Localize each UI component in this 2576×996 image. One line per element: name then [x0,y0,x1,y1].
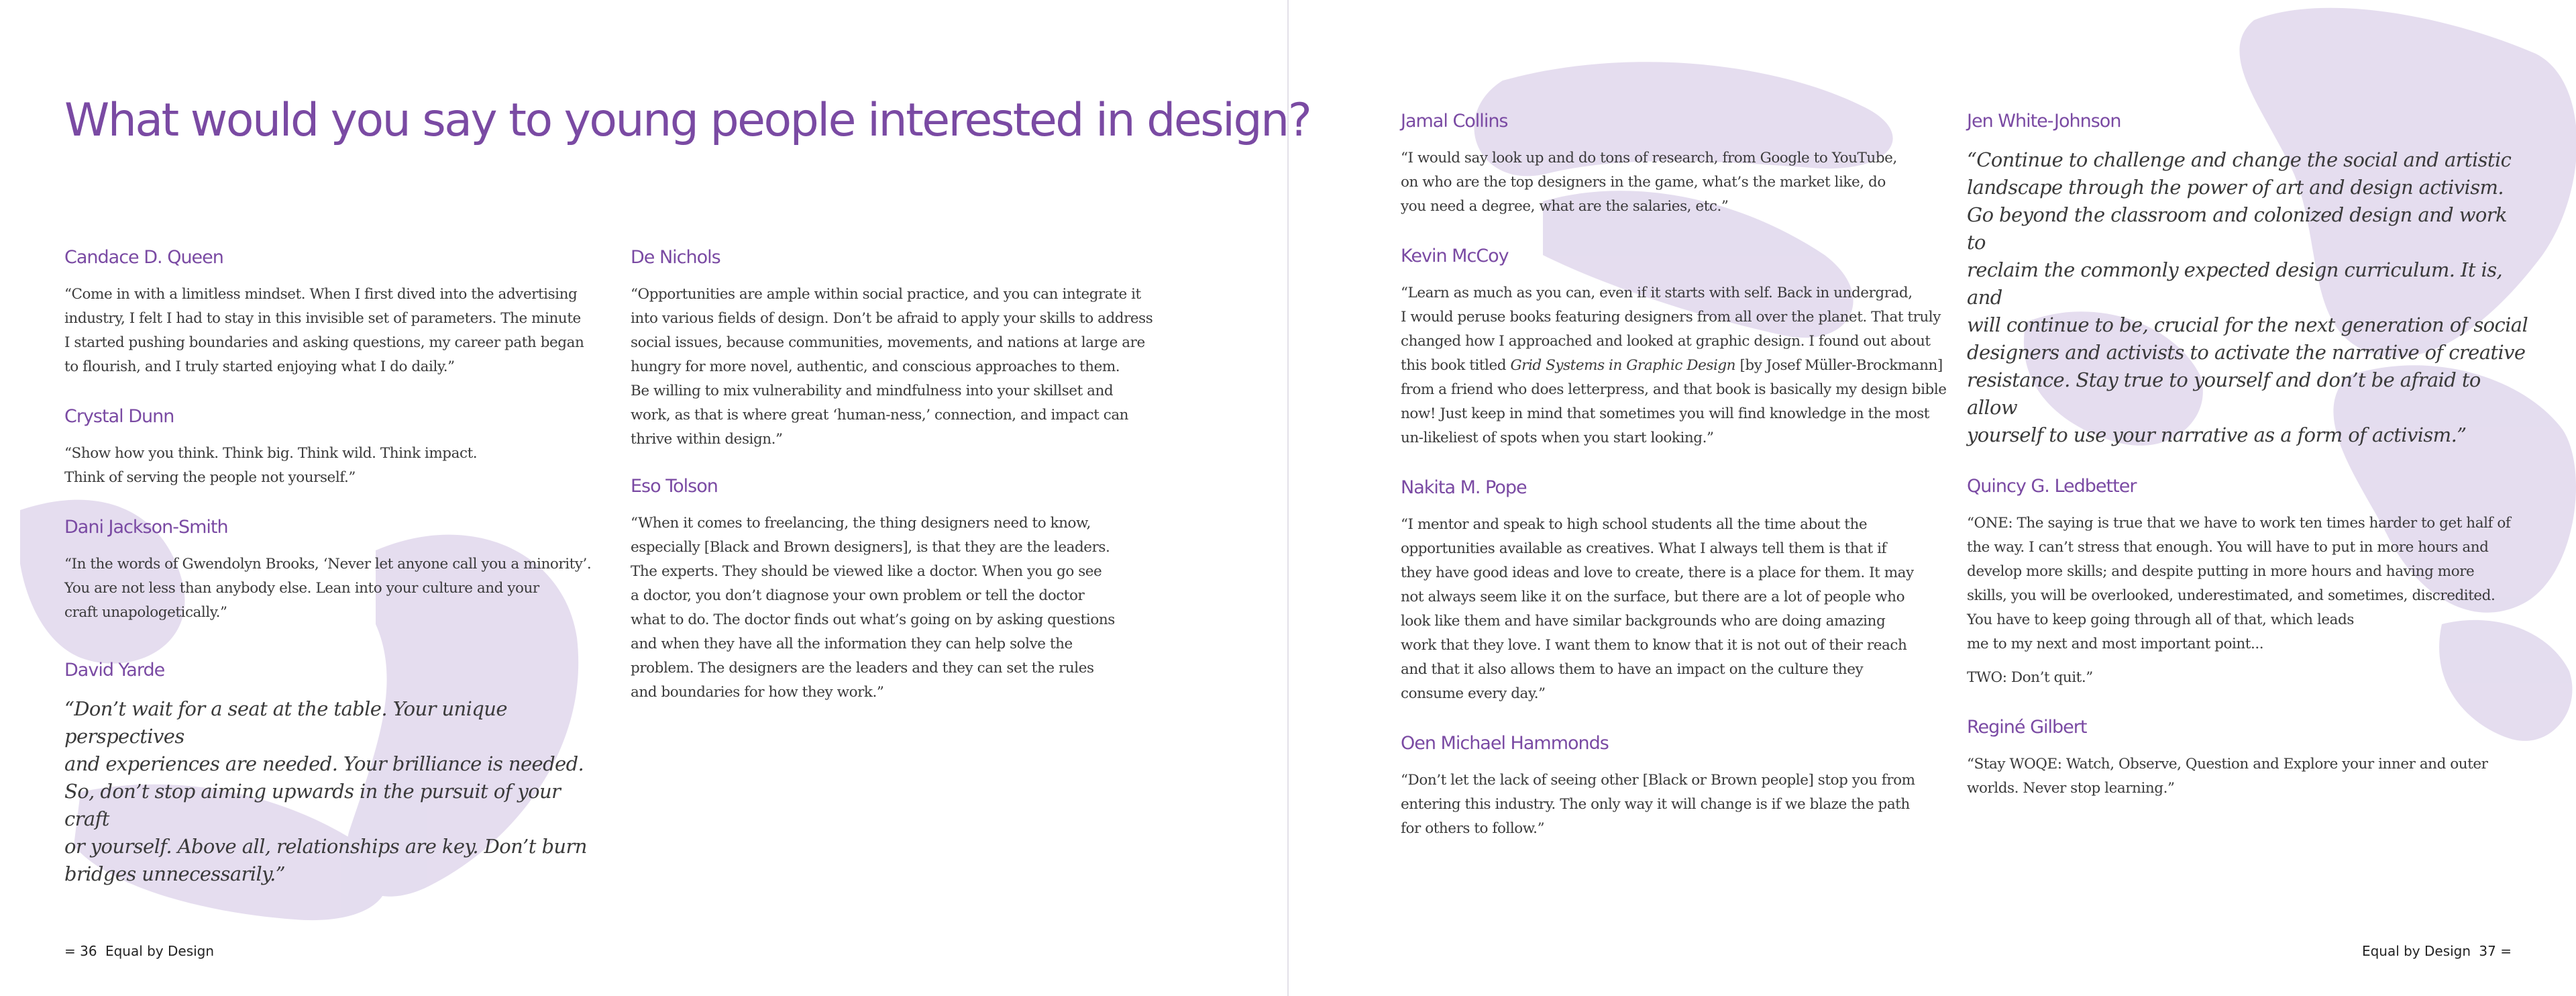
entry-crystal [64,406,601,490]
entry-jen [1967,111,2530,449]
entry-name: Eso Tolson [631,476,718,497]
entry-quote: “Show how you think. Think big. Think wild. Think impact. Think of serving the people not yourself.” [64,445,478,486]
column-2 [631,247,1181,732]
entry-quote: “In the words of Gwendolyn Brooks, ‘Never let anyone call you a minority’. You are not less than anybody else. Lean into your culture and your craft unapologetically.” [64,556,592,621]
entry-regine [1967,717,2530,801]
entry-name: Dani Jackson-Smith [64,517,228,538]
entry-oen [1401,733,1951,841]
folio-mark: = [64,943,76,959]
quote-part: “Learn as much as you can, even if it starts with self. Back in undergrad, I would peruse books featuring designers from all over the planet. That truly changed how I approached and looked at graphic design. I found out about this book titled [1401,285,1941,374]
column-4 [1967,111,2530,828]
page-number: 37 [2479,943,2496,959]
entry-quincy [1967,476,2530,690]
entry-name: Jamal Collins [1401,111,1508,132]
entry-name: Oen Michael Hammonds [1401,733,1609,754]
entry-quote: “Stay WOQE: Watch, Observe, Question and Explore your inner and outer worlds. Never stop learning.” [1967,756,2488,797]
entry-quote: “Opportunities are ample within social practice, and you can integrate it into various fields of design. Don’t be afraid to apply your skills to address social issues, because communities, movements, and nations at large are hungry for more novel, authentic, and conscious approaches to them. Be willing to mix vulnerability and mindfulness into your skillset and work, as that is where great ‘human-ness,’ connection, and impact can thrive within design.” [631,286,1153,448]
entry-name: David Yarde [64,660,165,681]
entry-david [64,660,601,888]
entry-name: De Nichols [631,247,720,268]
entry-name: Reginé Gilbert [1967,717,2087,738]
entry-eso-tolson [631,476,1181,705]
page-number: 36 [80,943,97,959]
entry-quote-part-2: TWO: Don’t quit.” [1967,669,2093,686]
entry-kevin [1401,246,1951,450]
entry-quote: “I mentor and speak to high school students all the time about the opportunities available as creatives. What I always tell them is that if they have good ideas and love to create, there is a place for them. It may not always seem like it on the surface, but there are a lot of people who look like them and have similar backgrounds who are doing amazing work that they love. I want them to know that it is not out of their reach and that it also allows them to have an impact on the culture they consume every day.” [1401,516,1914,702]
entry-de-nichols [631,247,1181,452]
quote-part: [by Josef Müller-Brockmann] from a friend who does letterpress, and that book is basically my design bible now! Just keep in mind that sometimes you will find knowledge in the most un-likeliest of spots when you start looking.” [1401,357,1947,446]
entry-name: Crystal Dunn [64,406,174,427]
entry-quote: “ONE: The saying is true that we have to work ten times harder to get half of the way. I can’t stress that enough. You will have to put in more hours and develop more skills; and despite putting in more hours and having more skills, you will be overlooked, underestimated, and sometimes, discredited. You have to keep going through all of that, which leads me to my next and most important point... [1967,515,2511,652]
entry-nakita [1401,477,1951,706]
right-folio [2362,943,2512,959]
entry-name: Kevin McCoy [1401,246,1509,266]
folio-mark: = [2500,943,2512,959]
entry-quote: “Continue to challenge and change the social and artistic landscape through the power of art and design activism. Go beyond the classroom and colonized design and work to reclaim the commonly expected design curriculum. It is, and will continue to be, crucial for the next generation of social designers and activists to activate the narrative of creative resistance. Stay true to yourself and don’t be afraid to allow yourself to use your narrative as a form of activism.” [1967,148,2528,446]
entry-quote: “I would say look up and do tons of research, from Google to YouTube, on who are the top designers in the game, what’s the market like, do you need a degree, what are the salaries, etc.” [1401,150,1897,215]
entry-name: Jen White-Johnson [1967,111,2121,132]
entry-quote [1401,281,1951,450]
entry-name: Quincy G. Ledbetter [1967,476,2137,497]
left-folio [64,943,214,959]
entry-quote: “Come in with a limitless mindset. When I first dived into the advertising industry, I felt I had to stay in this invisible set of parameters. The minute I started pushing boundaries and asking questions, my career path began to flourish, and I truly started enjoying what I do daily.” [64,286,584,375]
book-title: Grid Systems in Graphic Design [1510,357,1736,374]
publication-title: Equal by Design [2361,943,2471,959]
entry-jamal [1401,111,1951,219]
entry-quote: “When it comes to freelancing, the thing designers need to know, especially [Black and Brown designers], is that they are the leaders. The experts. They should be viewed like a doctor. When you go see a doctor, you don’t diagnose your own problem or tell the doctor what to do. The doctor finds out what’s going on by asking questions and when they have all the information they can help solve the problem. The designers are the leaders and they can set the rules and boundaries for how they work.” [631,515,1115,701]
entry-name: Candace D. Queen [64,247,223,268]
entry-dani [64,517,601,625]
entry-quote: “Don’t let the lack of seeing other [Black or Brown people] stop you from entering this industry. The only way it will change is if we blaze the path for others to follow.” [1401,772,1915,837]
column-3 [1401,111,1951,868]
entry-name: Nakita M. Pope [1401,477,1527,498]
entry-candace [64,247,601,379]
publication-title: Equal by Design [105,943,215,959]
entry-quote: “Don’t wait for a seat at the table. Your unique perspectives and experiences are needed. Your brilliance is needed. So, don’t stop aiming upwards in the pursuit of your craft or yourself. Above all, relationships are key. Don’t burn bridges unnecessarily.” [64,697,587,885]
page-fold [1287,0,1289,996]
column-1 [64,247,601,915]
page-title: What would you say to young people interested in design? [64,94,1311,147]
